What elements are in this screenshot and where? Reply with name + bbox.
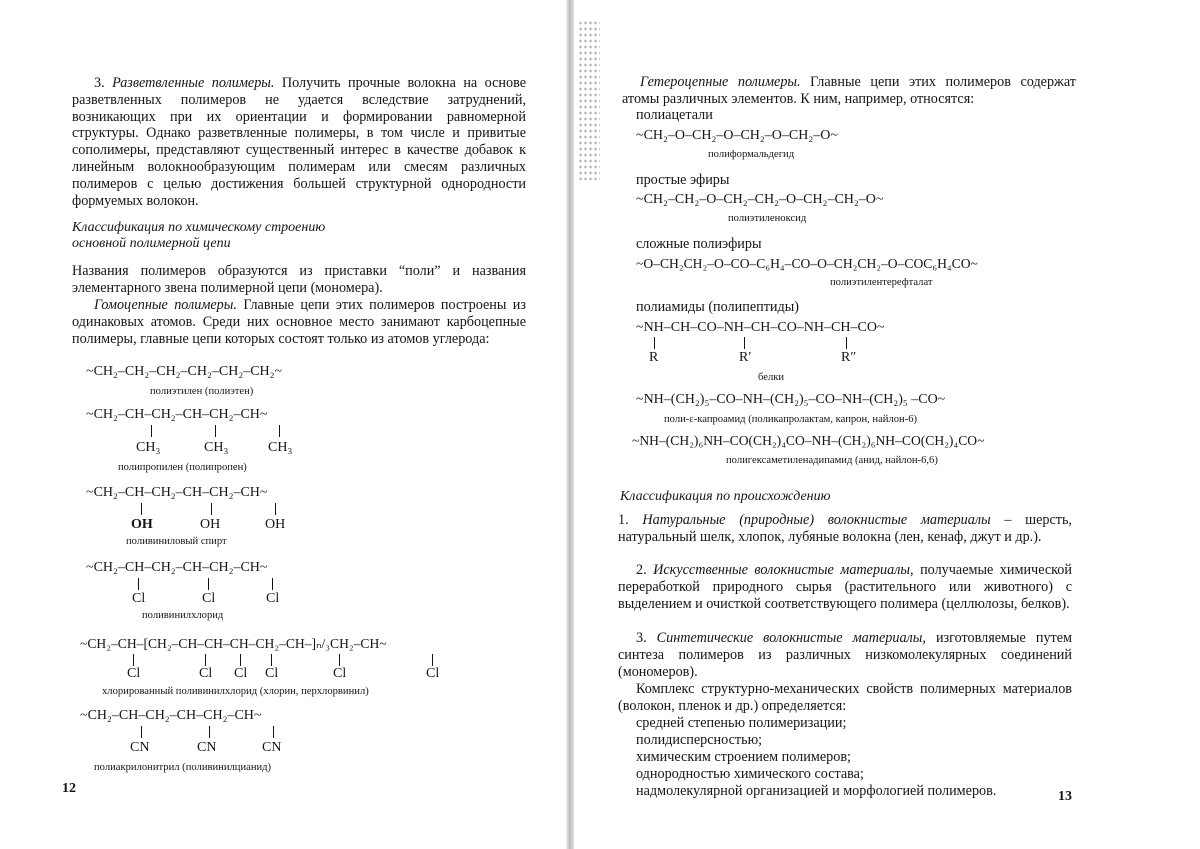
bond-line xyxy=(846,337,847,349)
paragraph-title: Гетероцепные полимеры. xyxy=(640,74,801,90)
list-item: средней степенью полимеризации; xyxy=(636,715,847,731)
substituent: OH xyxy=(131,517,153,532)
bond-line xyxy=(138,578,139,590)
caption-polyvinyl-alcohol: поливиниловый спирт xyxy=(126,536,227,547)
homochain-paragraph: Гомоцепные полимеры. Главные цепи этих полимеров построены из одинаковых атомов. Среди них основное место занимают карбоцепные полимеры, главные цепи которых состоят только из атомов углерода: xyxy=(72,297,526,347)
paragraph-text: Получить прочные волокна на основе разветвленных полимеров не удается вследствие затруднений, возникающих при их ориентации и формировании равномерной структуры. Однако разветвленные полимеры, в том числе и привитые сополимеры, представляют существенный интерес в качестве добавок к линейным волокнообразующим полимерам или смесям различных полимеров с целью достижения большей структурной однородности формуемых волокон. xyxy=(72,75,527,209)
group-label-polyacetals: полиацетали xyxy=(636,107,713,123)
caption-chlorinated-pvc: хлорированный поливинилхлорид (хлорин, перхлорвинил) xyxy=(102,686,369,697)
bond-line xyxy=(141,503,142,515)
page-number-right: 13 xyxy=(1058,789,1072,804)
bond-line xyxy=(432,654,433,666)
substituent: R″ xyxy=(841,350,857,365)
formula-pet: ~O–CH₂CH₂–O–CO–C₆H₄–CO–O–CH₂CH₂–O–COC₆H₄CO~ xyxy=(636,256,978,271)
caption-proteins: белки xyxy=(758,372,785,383)
substituent: Cl xyxy=(234,666,248,681)
bond-line xyxy=(275,503,276,515)
bond-line xyxy=(654,337,655,349)
origin-item-artificial: 2. Искусственные волокнистые материалы, получаемые химической переработкой природного сырья (растительного или животного) с выделением и очисткой соответствующего полимера (целлюлозы, белков). xyxy=(618,562,1072,612)
group-label-polyesters: сложные полиэфиры xyxy=(636,236,762,252)
substituent: CH₃ xyxy=(204,440,229,455)
paragraph-title: Гомоцепные полимеры. xyxy=(94,297,237,313)
list-item: химическим строением полимеров; xyxy=(636,749,851,765)
branched-polymers-paragraph xyxy=(72,75,526,209)
group-label-polyamides: полиамиды (полипептиды) xyxy=(636,299,799,315)
substituent: R′ xyxy=(739,350,752,365)
substituent: Cl xyxy=(426,666,440,681)
caption-polypropylene: полипропилен (полипропен) xyxy=(118,462,247,473)
section-heading-structure: Классификация по химическому строению основной полимерной цепи xyxy=(72,220,326,251)
substituent: CN xyxy=(262,740,282,755)
properties-paragraph: Комплекс структурно-механических свойств полимерных материалов (волокон, пленок и др.) определяется: xyxy=(618,681,1072,714)
formula-polyvinyl-alcohol: ~CH₂–CH–CH₂–CH–CH₂–CH~ xyxy=(86,485,268,500)
page-number-left: 12 xyxy=(62,781,76,796)
bond-line xyxy=(215,425,216,437)
substituent: Cl xyxy=(199,666,213,681)
bond-line xyxy=(272,578,273,590)
paragraph-number: 3. xyxy=(94,75,105,91)
group-label-ethers: простые эфиры xyxy=(636,172,730,188)
substituent: OH xyxy=(265,517,286,532)
formula-polyacrylonitrile: ~CH₂–CH–CH₂–CH–CH₂–CH~ xyxy=(80,708,262,723)
bond-line xyxy=(211,503,212,515)
formula-polyethylene-oxide: ~CH₂–CH₂–O–CH₂–CH₂–O–CH₂–CH₂–O~ xyxy=(636,192,884,207)
substituent: CH₃ xyxy=(136,440,161,455)
origin-item-synthetic: 3. Синтетические волокнистые материалы, изготовляемые путем синтеза полимеров из различных низкомолекулярных соединений (мономеров). xyxy=(618,630,1073,680)
formula-polyformaldehyde: ~CH₂–O–CH₂–O–CH₂–O–CH₂–O~ xyxy=(636,128,838,143)
right-page xyxy=(570,0,1200,849)
naming-paragraph: Названия полимеров образуются из приставки “поли” и названия элементарного звена полимерной цепи (мономера). xyxy=(72,263,526,296)
substituent: Cl xyxy=(266,591,280,606)
formula-chlorinated-pvc: ~CH₂–CH–[CH₂–CH–CH–CH–CH₂–CH–]ₙ/₃CH₂–CH~ xyxy=(80,636,387,651)
bond-line xyxy=(151,425,152,437)
substituent: Cl xyxy=(265,666,279,681)
caption-polyethylene-oxide: полиэтиленоксид xyxy=(728,213,807,224)
substituent: CH₃ xyxy=(268,440,293,455)
list-item: надмолекулярной организацией и морфологией полимеров. xyxy=(636,783,997,799)
list-item: полидисперсностью; xyxy=(636,732,763,748)
formula-nylon-6-6: ~NH–(CH₂)₆NH–CO(CH₂)₄CO–NH–(CH₂)₆NH–CO(CH₂)₄CO~ xyxy=(632,433,985,448)
bond-line xyxy=(744,337,745,349)
caption-polyacrylonitrile: полиакрилонитрил (поливинилцианид) xyxy=(94,762,272,773)
bond-line xyxy=(273,726,274,738)
origin-item-natural: 1. Натуральные (природные) волокнистые материалы – шерсть, натуральный шелк, хлопок, лубяные волокна (лен, кенаф, джут и др.). xyxy=(618,512,1072,545)
formula-pvc: ~CH₂–CH–CH₂–CH–CH₂–CH~ xyxy=(86,560,268,575)
bond-line xyxy=(205,654,206,666)
left-page xyxy=(0,0,570,849)
bond-line xyxy=(279,425,280,437)
caption-pet: полиэтилентерефталат xyxy=(830,277,933,288)
bond-line xyxy=(240,654,241,666)
formula-polyethylene: ~CH₂–CH₂–CH₂–CH₂–CH₂–CH₂~ xyxy=(86,364,283,379)
caption-pvc: поливинилхлорид xyxy=(142,610,224,621)
substituent: OH xyxy=(200,517,221,532)
substituent: Cl xyxy=(202,591,216,606)
formula-proteins: ~NH–CH–CO–NH–CH–CO–NH–CH–CO~ xyxy=(636,320,885,335)
bond-line xyxy=(209,726,210,738)
formula-polypropylene: ~CH₂–CH–CH₂–CH–CH₂–CH~ xyxy=(86,407,268,422)
bond-line xyxy=(141,726,142,738)
caption-polyformaldehyde: полиформальдегид xyxy=(708,149,795,160)
substituent: R xyxy=(649,350,659,365)
substituent: Cl xyxy=(127,666,141,681)
heterochain-paragraph: Гетероцепные полимеры. Главные цепи этих полимеров содержат атомы различных элементов. К ним, например, относятся: xyxy=(622,74,1076,107)
substituent: CN xyxy=(197,740,217,755)
caption-nylon-6: поли-ε-капроамид (поликапролактам, капрон, найлон-6) xyxy=(664,414,918,425)
formula-nylon-6: ~NH–(CH₂)₅–CO–NH–(CH₂)₅–CO–NH–(CH₂)₅ –CO~ xyxy=(636,392,946,407)
section-heading-origin: Классификация по происхождению xyxy=(620,489,831,504)
caption-nylon-6-6: полигексаметиленадипамид (анид, найлон-6,6) xyxy=(726,455,938,466)
list-item: однородностью химического состава; xyxy=(636,766,864,782)
caption-polyethylene: полиэтилен (полиэтен) xyxy=(150,386,254,397)
substituent: CN xyxy=(130,740,150,755)
bond-line xyxy=(208,578,209,590)
bond-line xyxy=(339,654,340,666)
substituent: Cl xyxy=(132,591,146,606)
paragraph-title: Разветвленные полимеры. xyxy=(112,75,275,91)
bond-line xyxy=(271,654,272,666)
bond-line xyxy=(133,654,134,666)
substituent: Cl xyxy=(333,666,347,681)
